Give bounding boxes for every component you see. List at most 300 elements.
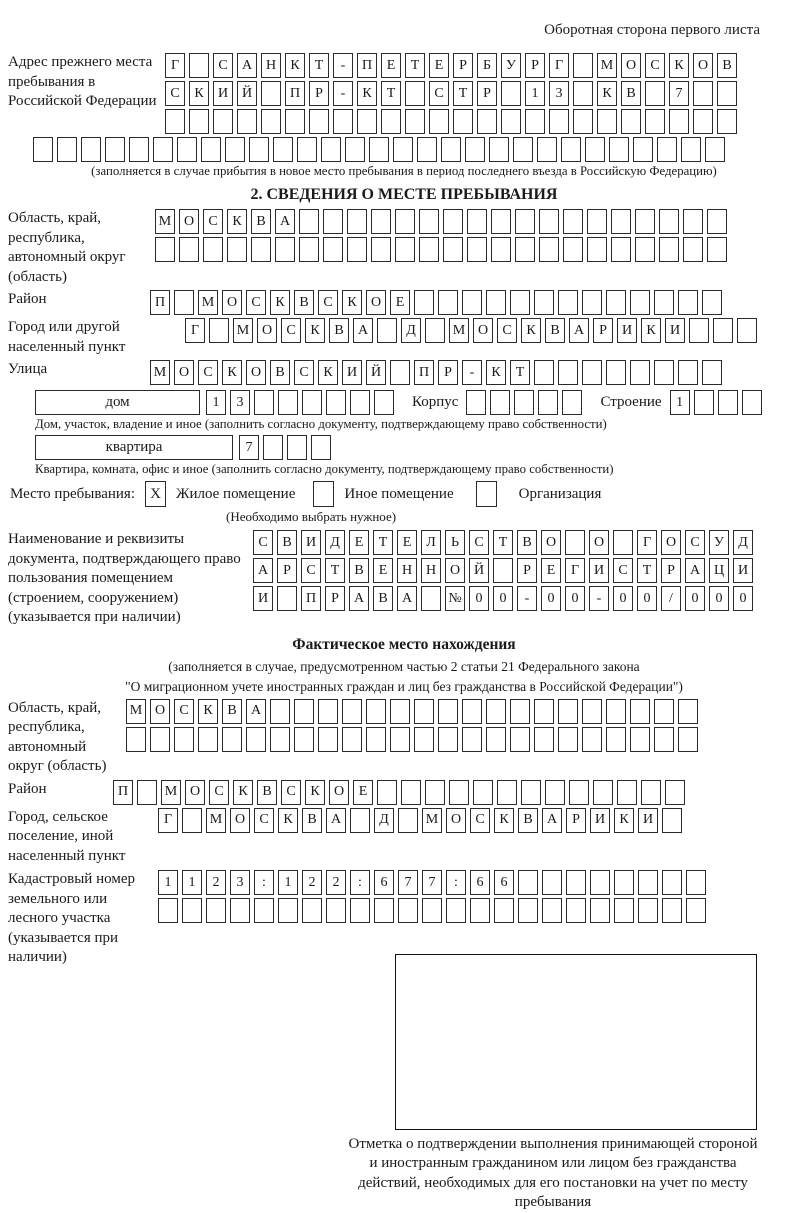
form-cell[interactable] — [539, 237, 559, 262]
form-cell[interactable] — [182, 808, 202, 833]
form-cell[interactable] — [678, 727, 698, 752]
form-cell[interactable]: О — [473, 318, 493, 343]
form-cell[interactable] — [501, 109, 521, 134]
form-cell[interactable] — [395, 237, 415, 262]
form-cell[interactable]: Р — [525, 53, 545, 78]
form-cell[interactable]: Г — [549, 53, 569, 78]
form-cell[interactable] — [278, 390, 298, 415]
form-cell[interactable] — [350, 390, 370, 415]
form-cell[interactable] — [534, 727, 554, 752]
form-cell[interactable]: П — [414, 360, 434, 385]
form-cell[interactable] — [606, 727, 626, 752]
form-cell[interactable]: А — [685, 558, 705, 583]
form-cell[interactable]: В — [349, 558, 369, 583]
form-cell[interactable]: Р — [566, 808, 586, 833]
form-cell[interactable]: И — [253, 586, 273, 611]
form-cell[interactable]: : — [446, 870, 466, 895]
form-cell[interactable] — [155, 237, 175, 262]
form-cell[interactable] — [587, 237, 607, 262]
form-cell[interactable] — [278, 898, 298, 923]
form-cell[interactable]: К — [614, 808, 634, 833]
form-cell[interactable] — [705, 137, 725, 162]
form-cell[interactable] — [270, 727, 290, 752]
form-cell[interactable] — [165, 109, 185, 134]
form-cell[interactable] — [377, 318, 397, 343]
form-cell[interactable]: Й — [469, 558, 489, 583]
form-cell[interactable] — [182, 898, 202, 923]
form-cell[interactable]: И — [342, 360, 362, 385]
form-cell[interactable] — [654, 699, 674, 724]
form-cell[interactable] — [374, 898, 394, 923]
form-cell[interactable] — [693, 109, 713, 134]
form-cell[interactable] — [678, 699, 698, 724]
form-cell[interactable] — [246, 727, 266, 752]
form-cell[interactable] — [466, 390, 486, 415]
form-cell[interactable]: К — [597, 81, 617, 106]
form-cell[interactable] — [654, 360, 674, 385]
form-cell[interactable]: 7 — [422, 870, 442, 895]
form-cell[interactable]: - — [333, 81, 353, 106]
form-cell[interactable]: С — [429, 81, 449, 106]
form-cell[interactable] — [718, 390, 738, 415]
form-cell[interactable] — [717, 109, 737, 134]
form-cell[interactable]: К — [285, 53, 305, 78]
form-cell[interactable] — [491, 209, 511, 234]
form-cell[interactable] — [609, 137, 629, 162]
form-cell[interactable]: Й — [237, 81, 257, 106]
form-cell[interactable]: Н — [397, 558, 417, 583]
form-cell[interactable] — [549, 109, 569, 134]
form-cell[interactable] — [425, 780, 445, 805]
form-cell[interactable]: 0 — [685, 586, 705, 611]
form-cell[interactable]: 2 — [302, 870, 322, 895]
form-cell[interactable]: А — [275, 209, 295, 234]
form-cell[interactable]: Т — [405, 53, 425, 78]
form-cell[interactable] — [209, 318, 229, 343]
form-cell[interactable]: - — [333, 53, 353, 78]
form-cell[interactable] — [501, 81, 521, 106]
form-cell[interactable] — [398, 898, 418, 923]
form-cell[interactable] — [277, 586, 297, 611]
form-cell[interactable] — [630, 699, 650, 724]
form-cell[interactable]: С — [253, 530, 273, 555]
form-cell[interactable] — [694, 390, 714, 415]
form-cell[interactable] — [689, 318, 709, 343]
form-cell[interactable]: : — [254, 870, 274, 895]
form-cell[interactable]: В — [277, 530, 297, 555]
form-cell[interactable] — [638, 870, 658, 895]
form-cell[interactable] — [686, 898, 706, 923]
form-cell[interactable] — [665, 780, 685, 805]
form-cell[interactable] — [443, 237, 463, 262]
form-cell[interactable] — [630, 727, 650, 752]
form-cell[interactable]: Т — [309, 53, 329, 78]
form-cell[interactable] — [606, 290, 626, 315]
form-cell[interactable] — [510, 699, 530, 724]
form-cell[interactable] — [585, 137, 605, 162]
form-cell[interactable] — [534, 290, 554, 315]
form-cell[interactable]: А — [326, 808, 346, 833]
form-cell[interactable] — [462, 290, 482, 315]
form-cell[interactable] — [414, 727, 434, 752]
form-cell[interactable]: № — [445, 586, 465, 611]
form-cell[interactable] — [614, 870, 634, 895]
form-cell[interactable] — [582, 290, 602, 315]
form-cell[interactable] — [737, 318, 757, 343]
form-cell[interactable]: А — [542, 808, 562, 833]
form-cell[interactable] — [518, 870, 538, 895]
form-cell[interactable] — [417, 137, 437, 162]
form-cell[interactable] — [582, 699, 602, 724]
form-cell[interactable]: 2 — [206, 870, 226, 895]
form-cell[interactable]: И — [589, 558, 609, 583]
form-cell[interactable] — [573, 53, 593, 78]
form-cell[interactable] — [515, 237, 535, 262]
form-cell[interactable]: Н — [421, 558, 441, 583]
form-cell[interactable] — [390, 699, 410, 724]
form-cell[interactable] — [453, 109, 473, 134]
form-cell[interactable] — [678, 290, 698, 315]
form-cell[interactable]: Г — [185, 318, 205, 343]
form-cell[interactable]: С — [685, 530, 705, 555]
form-cell[interactable] — [686, 870, 706, 895]
form-cell[interactable] — [617, 780, 637, 805]
form-cell[interactable]: О — [329, 780, 349, 805]
form-cell[interactable]: С — [470, 808, 490, 833]
form-cell[interactable] — [590, 898, 610, 923]
form-cell[interactable] — [251, 237, 271, 262]
form-cell[interactable] — [393, 137, 413, 162]
form-cell[interactable]: М — [449, 318, 469, 343]
form-cell[interactable] — [486, 290, 506, 315]
form-cell[interactable]: 7 — [669, 81, 689, 106]
form-cell[interactable]: А — [569, 318, 589, 343]
form-cell[interactable]: Е — [381, 53, 401, 78]
form-cell[interactable]: И — [213, 81, 233, 106]
form-cell[interactable]: 3 — [549, 81, 569, 106]
form-cell[interactable] — [230, 898, 250, 923]
form-cell[interactable] — [369, 137, 389, 162]
form-cell[interactable]: О — [246, 360, 266, 385]
form-cell[interactable] — [275, 237, 295, 262]
form-cell[interactable] — [633, 137, 653, 162]
form-cell[interactable] — [198, 727, 218, 752]
form-cell[interactable] — [558, 290, 578, 315]
form-cell[interactable] — [263, 435, 283, 460]
form-cell[interactable] — [683, 237, 703, 262]
form-cell[interactable]: К — [494, 808, 514, 833]
form-cell[interactable] — [597, 109, 617, 134]
form-cell[interactable] — [249, 137, 269, 162]
form-cell[interactable] — [681, 137, 701, 162]
form-cell[interactable] — [582, 360, 602, 385]
form-cell[interactable] — [311, 435, 331, 460]
form-cell[interactable]: 6 — [470, 870, 490, 895]
form-cell[interactable]: Д — [374, 808, 394, 833]
form-cell[interactable] — [587, 209, 607, 234]
form-cell[interactable] — [515, 209, 535, 234]
form-cell[interactable] — [657, 137, 677, 162]
form-cell[interactable] — [213, 109, 233, 134]
form-cell[interactable]: К — [305, 780, 325, 805]
form-cell[interactable] — [534, 360, 554, 385]
form-cell[interactable] — [323, 209, 343, 234]
form-cell[interactable] — [497, 780, 517, 805]
form-cell[interactable] — [357, 109, 377, 134]
form-cell[interactable]: К — [222, 360, 242, 385]
form-cell[interactable] — [494, 898, 514, 923]
form-cell[interactable]: 2 — [326, 870, 346, 895]
form-cell[interactable] — [350, 808, 370, 833]
form-cell[interactable]: С — [281, 780, 301, 805]
form-cell[interactable] — [613, 530, 633, 555]
form-cell[interactable]: С — [318, 290, 338, 315]
form-cell[interactable]: О — [445, 558, 465, 583]
form-cell[interactable] — [534, 699, 554, 724]
form-cell[interactable]: О — [150, 699, 170, 724]
form-cell[interactable]: О — [222, 290, 242, 315]
form-cell[interactable]: 3 — [230, 870, 250, 895]
form-cell[interactable]: Д — [325, 530, 345, 555]
form-cell[interactable]: / — [661, 586, 681, 611]
form-cell[interactable]: Г — [565, 558, 585, 583]
form-cell[interactable] — [390, 727, 410, 752]
form-cell[interactable] — [654, 290, 674, 315]
form-cell[interactable]: К — [270, 290, 290, 315]
form-cell[interactable] — [429, 109, 449, 134]
form-cell[interactable] — [371, 237, 391, 262]
form-cell[interactable] — [449, 780, 469, 805]
form-cell[interactable]: Г — [637, 530, 657, 555]
form-cell[interactable] — [297, 137, 317, 162]
form-cell[interactable] — [542, 870, 562, 895]
form-cell[interactable]: О — [621, 53, 641, 78]
apartment-type-box[interactable]: квартира — [35, 435, 233, 460]
form-cell[interactable]: С — [198, 360, 218, 385]
form-cell[interactable] — [254, 898, 274, 923]
form-cell[interactable]: Д — [401, 318, 421, 343]
form-cell[interactable] — [702, 360, 722, 385]
form-cell[interactable] — [558, 699, 578, 724]
form-cell[interactable] — [419, 237, 439, 262]
form-cell[interactable] — [545, 780, 565, 805]
form-cell[interactable] — [326, 898, 346, 923]
form-cell[interactable]: В — [294, 290, 314, 315]
form-cell[interactable]: В — [518, 808, 538, 833]
form-cell[interactable] — [438, 727, 458, 752]
form-cell[interactable] — [470, 898, 490, 923]
form-cell[interactable] — [606, 699, 626, 724]
form-cell[interactable] — [342, 699, 362, 724]
form-cell[interactable]: 0 — [469, 586, 489, 611]
form-cell[interactable]: О — [589, 530, 609, 555]
form-cell[interactable] — [129, 137, 149, 162]
form-cell[interactable] — [573, 81, 593, 106]
form-cell[interactable]: Г — [165, 53, 185, 78]
form-cell[interactable] — [419, 209, 439, 234]
form-cell[interactable] — [405, 109, 425, 134]
form-cell[interactable]: Т — [381, 81, 401, 106]
form-cell[interactable] — [398, 808, 418, 833]
form-cell[interactable] — [422, 898, 442, 923]
form-cell[interactable] — [702, 290, 722, 315]
form-cell[interactable] — [105, 137, 125, 162]
form-cell[interactable] — [302, 898, 322, 923]
form-cell[interactable]: 1 — [670, 390, 690, 415]
form-cell[interactable] — [261, 109, 281, 134]
form-cell[interactable]: К — [357, 81, 377, 106]
form-cell[interactable] — [381, 109, 401, 134]
form-cell[interactable] — [421, 586, 441, 611]
form-cell[interactable] — [425, 318, 445, 343]
form-cell[interactable] — [621, 109, 641, 134]
form-cell[interactable]: Н — [261, 53, 281, 78]
form-cell[interactable]: В — [270, 360, 290, 385]
form-cell[interactable]: В — [251, 209, 271, 234]
form-cell[interactable] — [565, 530, 585, 555]
form-cell[interactable] — [558, 360, 578, 385]
form-cell[interactable] — [302, 390, 322, 415]
form-cell[interactable]: 1 — [158, 870, 178, 895]
form-cell[interactable] — [345, 137, 365, 162]
form-cell[interactable]: С — [497, 318, 517, 343]
form-cell[interactable]: О — [446, 808, 466, 833]
form-cell[interactable]: К — [486, 360, 506, 385]
form-cell[interactable] — [707, 237, 727, 262]
form-cell[interactable]: Р — [438, 360, 458, 385]
form-cell[interactable] — [206, 898, 226, 923]
form-cell[interactable] — [285, 109, 305, 134]
form-cell[interactable]: О — [257, 318, 277, 343]
form-cell[interactable] — [662, 870, 682, 895]
form-cell[interactable]: Е — [429, 53, 449, 78]
form-cell[interactable] — [438, 290, 458, 315]
form-cell[interactable]: Р — [477, 81, 497, 106]
form-cell[interactable]: С — [469, 530, 489, 555]
form-cell[interactable]: 0 — [733, 586, 753, 611]
form-cell[interactable]: Т — [510, 360, 530, 385]
form-cell[interactable] — [491, 237, 511, 262]
form-cell[interactable]: М — [233, 318, 253, 343]
form-cell[interactable]: С — [301, 558, 321, 583]
form-cell[interactable]: Р — [325, 586, 345, 611]
form-cell[interactable]: Й — [366, 360, 386, 385]
form-cell[interactable] — [294, 699, 314, 724]
form-cell[interactable] — [669, 109, 689, 134]
form-cell[interactable]: 3 — [230, 390, 250, 415]
form-cell[interactable]: М — [126, 699, 146, 724]
form-cell[interactable] — [489, 137, 509, 162]
form-cell[interactable] — [477, 109, 497, 134]
form-cell[interactable]: 1 — [278, 870, 298, 895]
form-cell[interactable] — [203, 237, 223, 262]
form-cell[interactable] — [521, 780, 541, 805]
form-cell[interactable] — [395, 209, 415, 234]
form-cell[interactable]: П — [285, 81, 305, 106]
form-cell[interactable] — [347, 237, 367, 262]
form-cell[interactable]: У — [709, 530, 729, 555]
form-cell[interactable]: С — [165, 81, 185, 106]
form-cell[interactable]: М — [198, 290, 218, 315]
form-cell[interactable] — [299, 209, 319, 234]
form-cell[interactable] — [525, 109, 545, 134]
form-cell[interactable] — [153, 137, 173, 162]
form-cell[interactable] — [443, 209, 463, 234]
form-cell[interactable] — [582, 727, 602, 752]
form-cell[interactable] — [717, 81, 737, 106]
form-cell[interactable]: К — [521, 318, 541, 343]
form-cell[interactable]: Е — [353, 780, 373, 805]
form-cell[interactable]: С — [281, 318, 301, 343]
form-cell[interactable] — [438, 699, 458, 724]
form-cell[interactable]: 0 — [613, 586, 633, 611]
form-cell[interactable]: И — [733, 558, 753, 583]
form-cell[interactable]: М — [597, 53, 617, 78]
form-cell[interactable]: : — [350, 870, 370, 895]
form-cell[interactable]: К — [233, 780, 253, 805]
form-cell[interactable] — [566, 898, 586, 923]
form-cell[interactable] — [707, 209, 727, 234]
form-cell[interactable] — [641, 780, 661, 805]
form-cell[interactable]: У — [501, 53, 521, 78]
form-cell[interactable] — [635, 209, 655, 234]
form-cell[interactable]: Т — [373, 530, 393, 555]
form-cell[interactable] — [342, 727, 362, 752]
form-cell[interactable]: Е — [349, 530, 369, 555]
form-cell[interactable]: 0 — [709, 586, 729, 611]
form-cell[interactable]: П — [301, 586, 321, 611]
form-cell[interactable] — [225, 137, 245, 162]
form-cell[interactable]: 1 — [182, 870, 202, 895]
form-cell[interactable] — [318, 727, 338, 752]
form-cell[interactable]: С — [209, 780, 229, 805]
form-cell[interactable]: В — [257, 780, 277, 805]
form-cell[interactable] — [659, 209, 679, 234]
form-cell[interactable] — [366, 699, 386, 724]
form-cell[interactable]: В — [717, 53, 737, 78]
form-cell[interactable]: 1 — [525, 81, 545, 106]
form-cell[interactable] — [462, 727, 482, 752]
form-cell[interactable]: С — [613, 558, 633, 583]
form-cell[interactable] — [611, 209, 631, 234]
form-cell[interactable]: И — [638, 808, 658, 833]
form-cell[interactable] — [486, 727, 506, 752]
form-cell[interactable]: Е — [373, 558, 393, 583]
form-cell[interactable] — [563, 209, 583, 234]
form-cell[interactable] — [321, 137, 341, 162]
form-cell[interactable]: Ь — [445, 530, 465, 555]
form-cell[interactable]: С — [213, 53, 233, 78]
form-cell[interactable] — [683, 209, 703, 234]
form-cell[interactable]: О — [366, 290, 386, 315]
form-cell[interactable]: В — [545, 318, 565, 343]
form-cell[interactable]: 1 — [206, 390, 226, 415]
form-cell[interactable] — [254, 390, 274, 415]
form-cell[interactable] — [126, 727, 146, 752]
form-cell[interactable]: В — [222, 699, 242, 724]
form-cell[interactable]: Р — [593, 318, 613, 343]
form-cell[interactable]: Т — [493, 530, 513, 555]
form-cell[interactable] — [573, 109, 593, 134]
form-cell[interactable]: В — [373, 586, 393, 611]
form-cell[interactable] — [137, 780, 157, 805]
form-cell[interactable]: 0 — [493, 586, 513, 611]
form-cell[interactable] — [294, 727, 314, 752]
form-cell[interactable]: С — [246, 290, 266, 315]
form-cell[interactable] — [513, 137, 533, 162]
form-cell[interactable] — [606, 360, 626, 385]
form-cell[interactable] — [158, 898, 178, 923]
